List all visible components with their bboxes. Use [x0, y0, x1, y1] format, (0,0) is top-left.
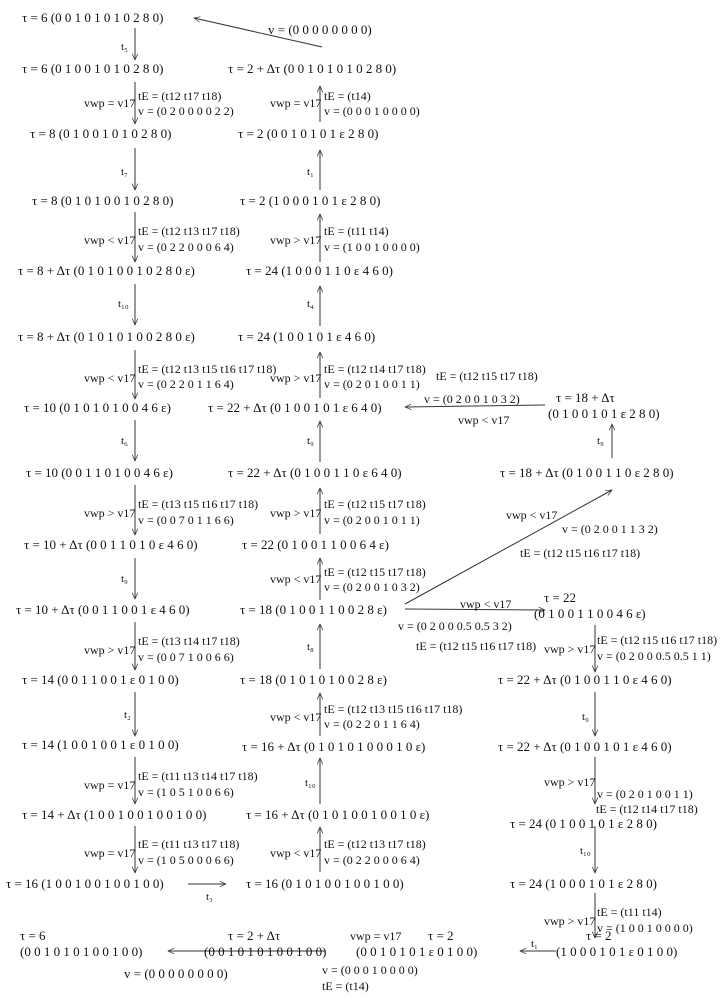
state-label: (0 0 1 0 1 0 1 ε 0 1 0 0)	[356, 944, 478, 959]
transition-label: t₁₀	[580, 845, 591, 857]
state-label: τ = 2 + Δτ (0 0 1 0 1 0 1 0 2 8 0)	[228, 61, 397, 76]
state-label: τ = 2	[586, 928, 612, 943]
condition-label: vwp < v17	[270, 710, 322, 724]
condition-label: tE = (t11 t13 t17 t18)	[138, 837, 240, 851]
state-label: τ = 14 (1 0 0 1 0 0 1 ε 0 1 0 0)	[22, 737, 179, 752]
transition-label: t₁	[531, 938, 538, 950]
state-label: τ = 16 (0 1 0 1 0 0 1 0 0 1 0 0)	[246, 876, 404, 891]
condition-label: tE = (t12 t17 t18)	[138, 89, 222, 103]
condition-label: tE = (t12 t13 t15 t16 t17 t18)	[324, 702, 463, 716]
condition-label: tE = (t12 t15 t17 t18)	[324, 497, 426, 511]
condition-label: v = (0 0 7 0 1 1 6 6)	[138, 513, 234, 527]
condition-label: vwp > v17	[270, 233, 322, 247]
state-label: τ = 24 (1 0 0 0 1 1 0 ε 4 6 0)	[246, 263, 393, 278]
vector-label: v = (0 0 0 0 0 0 0 0)	[124, 966, 228, 981]
state-label: τ = 10 (0 1 0 1 0 1 0 0 4 6 ε)	[24, 400, 171, 415]
condition-label: vwp > v17	[544, 775, 596, 789]
condition-label: v = (0 2 0 0 1 1 3 2)	[562, 522, 658, 536]
condition-label: v = (0 0 0 1 0 0 0 0)	[322, 963, 418, 977]
state-label: τ = 18 + Δτ (0 1 0 0 1 1 0 ε 2 8 0)	[500, 465, 674, 480]
condition-label: tE = (t12 t15 t16 t17 t18)	[416, 639, 537, 653]
state-label: τ = 6 (0 0 1 0 1 0 1 0 2 8 0)	[22, 10, 164, 25]
transition-label: t₃	[206, 891, 213, 903]
condition-label: v = (1 0 5 0 0 0 6 6)	[138, 853, 234, 867]
condition-label: v = (0 0 0 1 0 0 0 0)	[324, 104, 420, 118]
condition-label: tE = (t12 t15 t17 t18)	[324, 565, 426, 579]
transition-label: t₁₀	[118, 298, 129, 310]
condition-label: v = (0 0 7 1 0 0 6 6)	[138, 650, 234, 664]
condition-label: tE = (t12 t13 t17 t18)	[138, 224, 240, 238]
condition-label: v = (1 0 5 1 0 0 6 6)	[138, 785, 234, 799]
condition-label: vwp < v17	[460, 597, 512, 611]
condition-label: vwp = v17	[350, 929, 402, 943]
state-label: (0 0 1 0 1 0 1 0 0 1 0 0)	[204, 944, 327, 959]
state-label: τ = 16 + Δτ (0 1 0 1 0 1 0 0 0 1 0 ε)	[242, 739, 426, 754]
condition-label: v = (0 2 0 0 1 0 1 1)	[324, 513, 420, 527]
condition-label: tE = (t12 t14 t17 t18)	[596, 802, 698, 816]
transition-label: t₁	[307, 166, 314, 178]
condition-label: tE = (t14)	[322, 979, 369, 993]
condition-label: v = (0 2 0 1 0 0 1 1)	[597, 787, 693, 801]
transition-label: t₉	[582, 711, 589, 723]
condition-label: v = (0 2 0 0 1 0 3 2)	[424, 392, 520, 406]
condition-label: tE = (t12 t15 t16 t17 t18)	[597, 633, 718, 647]
condition-label: v = (0 2 2 0 1 1 6 4)	[324, 717, 420, 731]
state-label: (0 1 0 0 1 0 1 ε 2 8 0)	[548, 406, 660, 421]
condition-label: tE = (t12 t15 t16 t17 t18)	[520, 546, 641, 560]
condition-label: v = (0 2 2 0 0 0 6 4)	[324, 853, 420, 867]
state-label: τ = 22 + Δτ (0 1 0 0 1 1 0 ε 6 4 0)	[228, 465, 402, 480]
condition-label: tE = (t11 t13 t14 t17 t18)	[138, 769, 258, 783]
condition-label: v = (0 2 0 0 0 0 2 2)	[138, 104, 234, 118]
condition-label: vwp > v17	[270, 506, 322, 520]
condition-label: vwp < v17	[84, 233, 136, 247]
condition-label: v = (0 2 0 1 0 0 1 1)	[324, 377, 420, 391]
transition-label: t₁₀	[305, 777, 316, 789]
condition-label: vwp = v17	[270, 96, 322, 110]
state-label: (1 0 0 0 1 0 1 ε 0 1 0 0)	[556, 944, 678, 959]
transition-label: t₉	[597, 435, 604, 447]
condition-label: tE = (t11 t14)	[324, 224, 389, 238]
transition-label: t₄	[307, 298, 314, 310]
state-label: τ = 24 (1 0 0 0 1 0 1 ε 2 8 0)	[510, 876, 657, 891]
state-label: τ = 2 (1 0 0 0 1 0 1 ε 2 8 0)	[240, 193, 381, 208]
state-label: τ = 2 + Δτ	[228, 928, 281, 943]
condition-label: vwp = v17	[84, 96, 136, 110]
transition-label: t₅	[121, 41, 128, 53]
condition-label: v = (0 2 0 0 0.5 0.5 1 1)	[597, 649, 711, 663]
state-label: τ = 8 + Δτ (0 1 0 1 0 1 0 0 2 8 0 ε)	[18, 329, 195, 344]
state-label: τ = 10 + Δτ (0 0 1 1 0 0 1 ε 4 6 0)	[16, 602, 190, 617]
state-label: τ = 18 + Δτ	[556, 390, 615, 405]
condition-label: vwp > v17	[544, 914, 596, 928]
condition-label: vwp > v17	[84, 643, 136, 657]
state-label: τ = 10 + Δτ (0 0 1 1 0 1 0 ε 4 6 0)	[24, 537, 198, 552]
state-label: τ = 8 (0 1 0 1 0 0 1 0 2 8 0)	[32, 193, 174, 208]
condition-label: tE = (t14)	[324, 89, 371, 103]
condition-label: vwp < v17	[506, 508, 558, 522]
condition-label: v = (0 2 0 0 1 0 3 2)	[324, 580, 420, 594]
condition-label: tE = (t11 t14)	[597, 905, 662, 919]
transition-label: t₉	[307, 435, 314, 447]
condition-label: vwp > v17	[84, 506, 136, 520]
state-label: τ = 6 (0 1 0 0 1 0 1 0 2 8 0)	[22, 61, 164, 76]
condition-label: v = (0 2 2 0 1 1 6 4)	[138, 377, 234, 391]
state-label: τ = 24 (1 0 0 1 0 1 ε 4 6 0)	[238, 329, 376, 344]
state-label: τ = 8 + Δτ (0 1 0 1 0 0 1 0 2 8 0 ε)	[18, 263, 195, 278]
state-label: τ = 8 (0 1 0 0 1 0 1 0 2 8 0)	[30, 126, 172, 141]
transition-label: t₈	[307, 641, 314, 653]
condition-label: vwp < v17	[458, 413, 510, 427]
state-label: τ = 22	[544, 590, 577, 605]
state-label: τ = 18 (0 1 0 1 0 1 0 0 2 8 ε)	[240, 672, 387, 687]
condition-label: tE = (t12 t13 t17 t18)	[324, 837, 426, 851]
state-label: (0 1 0 0 1 1 0 0 4 6 ε)	[534, 606, 646, 621]
state-label: τ = 16 + Δτ (0 1 0 1 0 0 1 0 0 1 0 ε)	[246, 807, 430, 822]
state-label: τ = 16 (1 0 0 1 0 0 1 0 0 1 0 0)	[6, 876, 164, 891]
state-label: τ = 24 (0 1 0 0 1 0 1 ε 2 8 0)	[510, 816, 657, 831]
condition-label: tE = (t13 t14 t17 t18)	[138, 634, 240, 648]
condition-label: vwp < v17	[270, 572, 322, 586]
state-label: τ = 14 (0 0 1 1 0 0 1 ε 0 1 0 0)	[22, 672, 179, 687]
condition-label: tE = (t13 t15 t16 t17 t18)	[138, 497, 259, 511]
condition-label: vwp > v17	[544, 642, 596, 656]
condition-label: vwp = v17	[84, 846, 136, 860]
state-label: τ = 22 + Δτ (0 1 0 0 1 1 0 ε 4 6 0)	[498, 672, 672, 687]
condition-label: v = (1 0 0 1 0 0 0 0)	[597, 921, 693, 935]
vector-label: v = (0 0 0 0 0 0 0 0)	[268, 22, 372, 37]
condition-label: v = (0 2 0 0 0.5 0.5 3 2)	[398, 619, 512, 633]
state-label: τ = 22 + Δτ (0 1 0 0 1 0 1 ε 6 4 0)	[208, 400, 382, 415]
condition-label: vwp = v17	[84, 778, 136, 792]
condition-label: tE = (t12 t13 t15 t16 t17 t18)	[138, 362, 277, 376]
state-label: τ = 14 + Δτ (1 0 0 1 0 0 1 0 0 1 0 0)	[22, 807, 207, 822]
transition-label: t₉	[121, 573, 128, 585]
condition-label: tE = (t12 t15 t17 t18)	[436, 369, 538, 383]
condition-label: vwp < v17	[84, 371, 136, 385]
state-label: τ = 2	[428, 928, 454, 943]
state-label: (0 0 1 0 1 0 1 0 0 1 0 0)	[20, 944, 143, 959]
transition-label: t₇	[121, 166, 128, 178]
condition-label: vwp > v17	[270, 371, 322, 385]
state-label: τ = 10 (0 0 1 1 0 1 0 0 4 6 ε)	[26, 465, 173, 480]
condition-label: tE = (t12 t14 t17 t18)	[324, 362, 426, 376]
transition-label: t₆	[121, 435, 128, 447]
state-label: τ = 22 + Δτ (0 1 0 0 1 0 1 ε 4 6 0)	[498, 739, 672, 754]
state-label: τ = 6	[20, 928, 46, 943]
state-label: τ = 2 (0 0 1 0 1 0 1 ε 2 8 0)	[238, 126, 379, 141]
condition-label: v = (1 0 0 1 0 0 0 0)	[324, 240, 420, 254]
state-label: τ = 22 (0 1 0 0 1 1 0 0 6 4 ε)	[242, 537, 389, 552]
state-label: τ = 18 (0 1 0 0 1 1 0 0 2 8 ε)	[240, 602, 387, 617]
condition-label: v = (0 2 2 0 0 0 6 4)	[138, 240, 234, 254]
condition-label: vwp < v17	[270, 846, 322, 860]
transition-label: t₂	[124, 709, 131, 721]
